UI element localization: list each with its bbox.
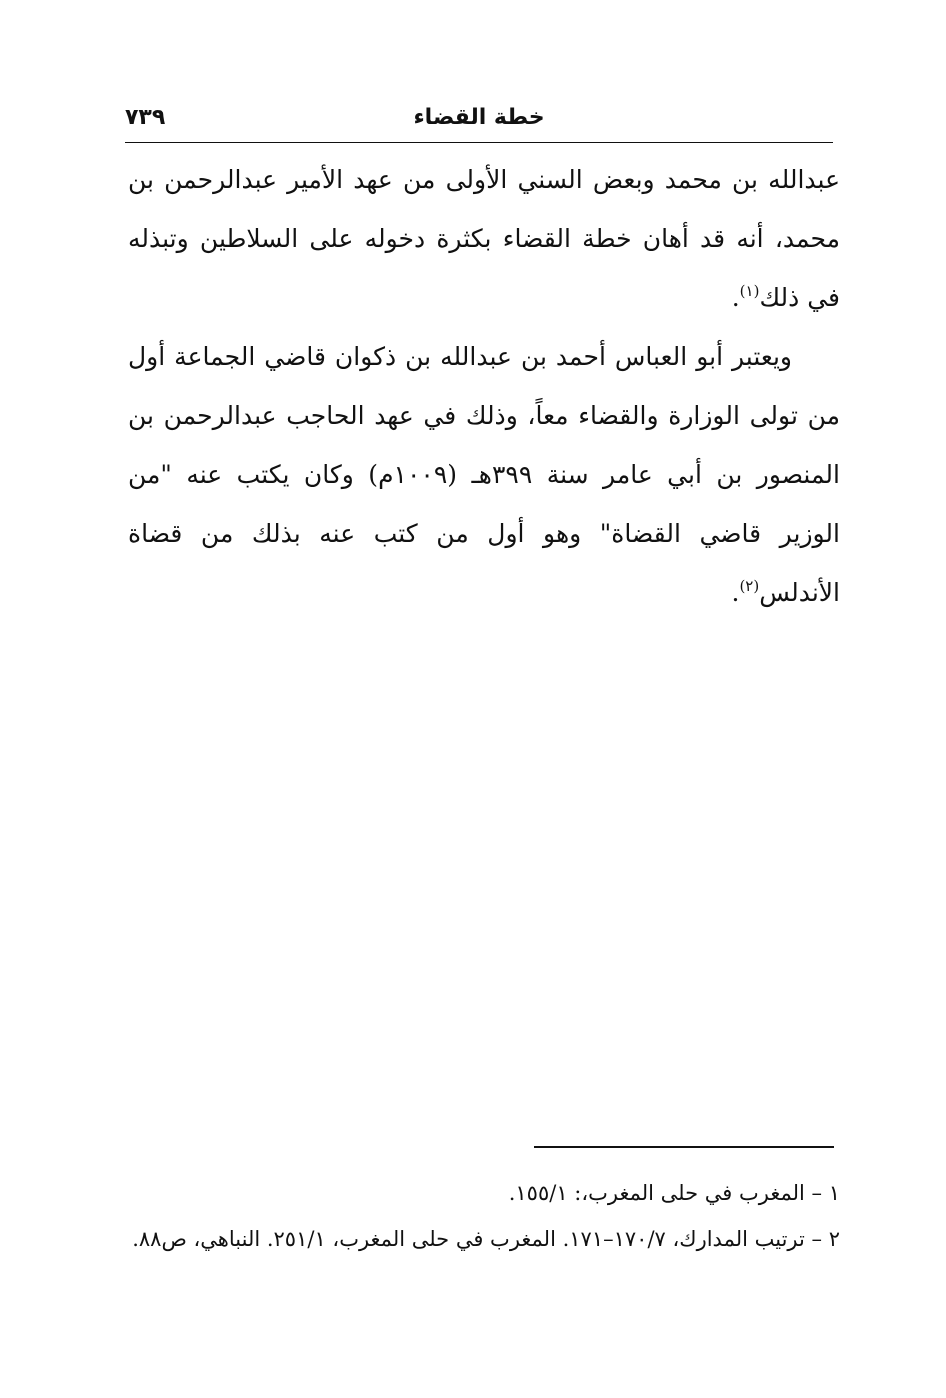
page-number: ٧٣٩: [125, 105, 166, 130]
paragraph-2-end: .: [731, 578, 740, 607]
header-rule: [125, 142, 833, 144]
running-title: خطة القضاء: [413, 105, 545, 130]
paragraph-2-text: ويعتبر أبو العباس أحمد بن عبدالله بن ذكوان قاضي الجماعة أول من تولى الوزارة والقضاء معاً، وذلك في عهد الحاجب عبدالرحمن بن المنصور بن أبي عامر سنة ٣٩٩هـ (١٠٠٩م) وكان يكتب عنه "من الوزير قاضي القضاة" وهو أول من كتب عنه بذلك من قضاة الأندلس: [128, 342, 840, 607]
page-header: [125, 103, 833, 143]
footnote-1: ١ – المغرب في حلى المغرب،: ١٥٥/١.: [508, 1181, 840, 1205]
paragraph-1-end: .: [731, 283, 740, 312]
footnote-2: ٢ – ترتيب المدارك، ١٧٠/٧–١٧١. المغرب في حلى المغرب، ٢٥١/١. النباهي، ص٨٨.: [132, 1227, 840, 1251]
footnote-reference-2[interactable]: (٢): [739, 577, 760, 595]
footnotes: [128, 1170, 840, 1262]
paragraph-2: [128, 327, 840, 622]
footnote-reference-1[interactable]: (١): [739, 282, 760, 300]
footnote-separator: [534, 1146, 834, 1148]
paragraph-1: [128, 150, 840, 327]
paragraph-1-text: عبدالله بن محمد وبعض السني الأولى من عهد الأمير عبدالرحمن بن محمد، أنه قد أهان خطة القضاء بكثرة دخوله على السلاطين وتبذله في ذلك: [128, 165, 840, 312]
main-text: [128, 150, 840, 622]
